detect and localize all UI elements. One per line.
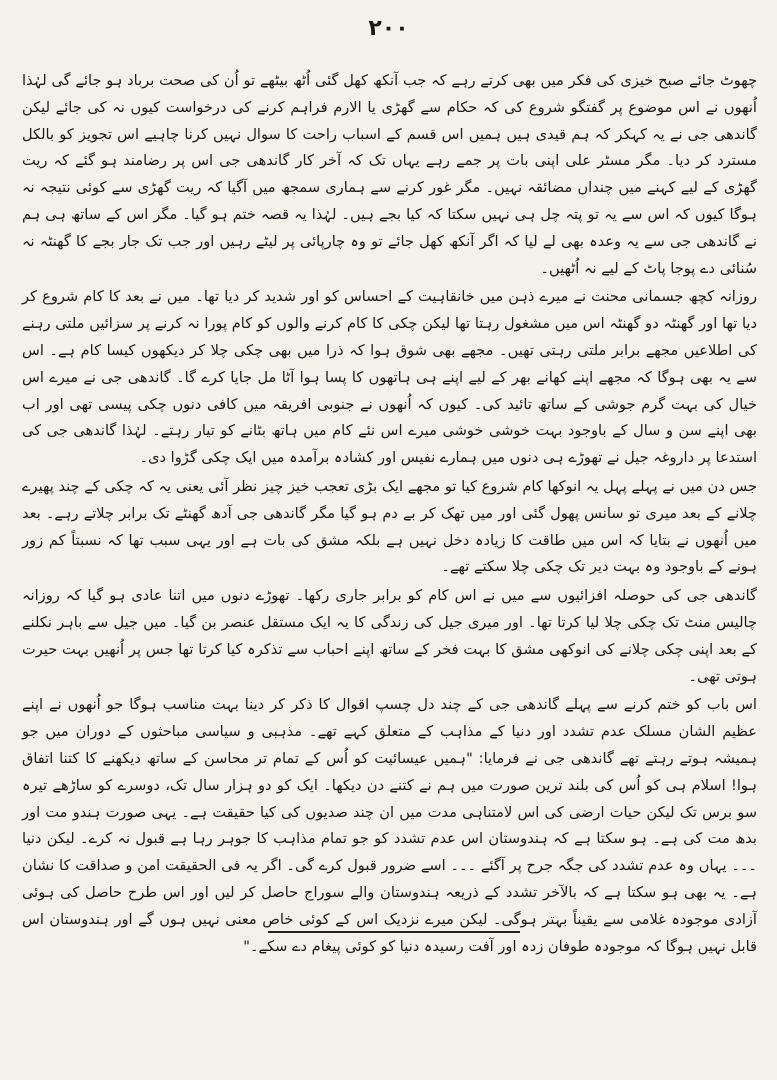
page-text	[22, 68, 757, 960]
paragraph-4: گاندھی جی کی حوصلہ افزائیوں سے میں نے اس کام کو برابر جاری رکھا۔ تھوڑے دنوں میں اتنا عادی ہو گیا کہ روزانہ چالیس منٹ تک چکی چلا لیا کرتا تھا۔ اور میری جیل کی زندگی کا یہ ایک مستقل عنصر بن گیا۔ میں جیل سے باہر نکلنے کے بعد اپنی چکی چلانے کی انوکھی مشق کا بہت فخر کے ساتھ اپنے احباب سے تذکرہ کیا کرتا تھا جس پر اُنھیں بہت حیرت ہوتی تھی۔	[22, 587, 757, 685]
paragraph-1: چھوٹ جائے صبح خیزی کی فکر میں بھی کرتے رہے کہ جب آنکھ کھل گئی اُٹھ بیٹھے تو اُن کی صحت برباد ہو جائے گی لہٰذا اُنھوں نے اس موضوع پر گفتگو شروع کی کہ حکام سے گھڑی یا الارم فراہم کرنے کی درخواست کیوں نہ کی جائے لیکن گاندھی جی نے یہ کہکر کہ ہم قیدی ہیں ہمیں اس قسم کے اسباب راحت کا سوال نہیں کرنا چاہیے اس تجویز کو بالکل مسترد کر دیا۔ مگر مسٹر علی اپنی بات پر جمے رہے یہاں تک کہ آخر کار گاندھی جی اس پر رضامند ہو گئے کہ ریت گھڑی کے لیے کہنے میں چنداں مضائقہ نہیں۔ مگر غور کرنے سے ہماری سمجھ میں آگیا کہ ریت گھڑی سے کوئی نتیجہ نہ ہوگا کیوں کہ اس سے یہ تو پتہ چل ہی نہیں سکتا کہ کیا بجے ہیں۔ لہٰذا یہ قصہ ختم ہو گیا۔ مگر اس کے ساتھ ہی ہم نے گاندھی جی سے یہ وعدہ بھی لے لیا کہ اگر آنکھ کھل جائے تو وہ چارپائی پر لیٹے رہیں اور جب تک جار بجے کا گھنٹہ نہ سُنائی دے پوجا پاٹ کے لیے نہ اُٹھیں۔	[22, 72, 757, 277]
paragraph-2: روزانہ کچھ جسمانی محنت نے میرے ذہن میں خانقاہیت کے احساس کو اور شدید کر دیا تھا۔ میں نے بعد کا کام شروع کر دیا تھا اور گھنٹہ دو گھنٹہ اس میں مشغول رہتا تھا لیکن چکی کا کام کرنے والوں کو کام پورا نہ کرنے پر سزائیں ملتی رہنے کی اطلاعیں مجھے برابر ملتی رہتی تھیں۔ مجھے بھی شوق ہوا کہ ذرا میں بھی چکی چلا کر دیکھوں کیسا کام ہے۔ اس سے یہ بھی ہوگا کہ مجھے اپنے کھانے بھر کے لیے اپنے ہی ہاتھوں کا پسا ہوا آٹا مل جایا کرے گا۔ گاندھی جی نے میرے اس خیال کی بہت گرم جوشی کے ساتھ تائید کی۔ کیوں کہ اُنھوں نے جنوبی افریقہ میں کافی دنوں چکی پیسی تھی اور اب بھی اپنے سن و سال کے باوجود بہت خوشی خوشی میرے اس نئے کام میں ہاتھ بٹانے کو تیار رہتے۔ لہٰذا گاندھی جی کی استدعا پر داروغہ جیل نے تھوڑے ہی دنوں میں ہمارے نفیس اور کشادہ برآمدہ میں ایک چکی گڑوا دی۔	[22, 288, 757, 467]
page-number: ۲۰۰	[368, 16, 409, 41]
section-divider	[268, 931, 520, 933]
paragraph-3: جس دن میں نے پہلے پہل یہ انوکھا کام شروع کیا تو مجھے ایک بڑی تعجب خیز چیز نظر آئی یعنی یہ کہ چکی کے چند پھیرے چلانے کے بعد میری تو سانس پھول گئی اور میں تھک کر بے دم ہو گیا مگر گاندھی جی آدھ گھنٹے تک برابر چلاتے رہے۔ بعد میں اُنھوں نے بتایا کہ اس میں طاقت کا زیادہ دخل نہیں ہے بلکہ مشق کی بات ہے اور یہی سبب تھا کہ نسبتاً کم زور ہونے کے باوجود وہ بہت دیر تک چکی چلا سکتے تھے۔	[22, 477, 757, 576]
paragraph-5: اس باب کو ختم کرنے سے پہلے گاندھی جی کے چند دل چسپ اقوال کا ذکر کر دینا بہت مناسب ہوگا جو اُنھوں نے اپنے عظیم الشان مسلک عدم تشدد اور دنیا کے مذاہب کے متعلق کہے تھے۔ مذہبی و سیاسی مباحثوں کے دوران میں جو ہمیشہ ہوتے رہتے تھے گاندھی جی نے فرمایا: "ہمیں عیسائیت کو اُس کے تمام تر محاسن کے ساتھ دیکھنے کا کتنا اتفاق ہوا! اسلام ہی کو اُس کی بلند ترین صورت میں ہم نے کتنے دن دیکھا۔ ایک کو دو ہزار سال تک، دوسرے کو ساڑھے تیرہ سو برس تک لیکن حیات ارضی کی اس لامتناہی مدت میں ان چند صدیوں کی کیا حقیقت ہے۔ یہی صورت ہندو مت اور بدھ مت کی ہے۔ ہو سکتا ہے کہ ہندوستان اس عدم تشدد کو جو تمام مذاہب کا جوہر رہا ہے قبول نہ کرے۔ لیکن دنیا ۔۔۔ یہاں وہ عدم تشدد کی جگہ جرح پر آگئے ۔۔۔ اسے ضرور قبول کرے گی۔ اگر یہ فی الحقیقت امن و صداقت کا نشان ہے۔ یہ بھی ہو سکتا ہے کہ بالآخر تشدد کے ذریعہ ہندوستان والے سوراج حاصل کر لیں اور اس طرح حاصل کی ہوئی آزادی موجودہ غلامی سے یقیناً بہتر ہوگی۔ لیکن میرے نزدیک اس کے کوئی خاص معنی نہیں ہوں گے اور ہندوستان اس قابل نہیں ہوگا کہ موجودہ طوفان زدہ اور آفت رسیدہ دنیا کو کوئی پیغام دے سکے۔"	[22, 696, 757, 955]
